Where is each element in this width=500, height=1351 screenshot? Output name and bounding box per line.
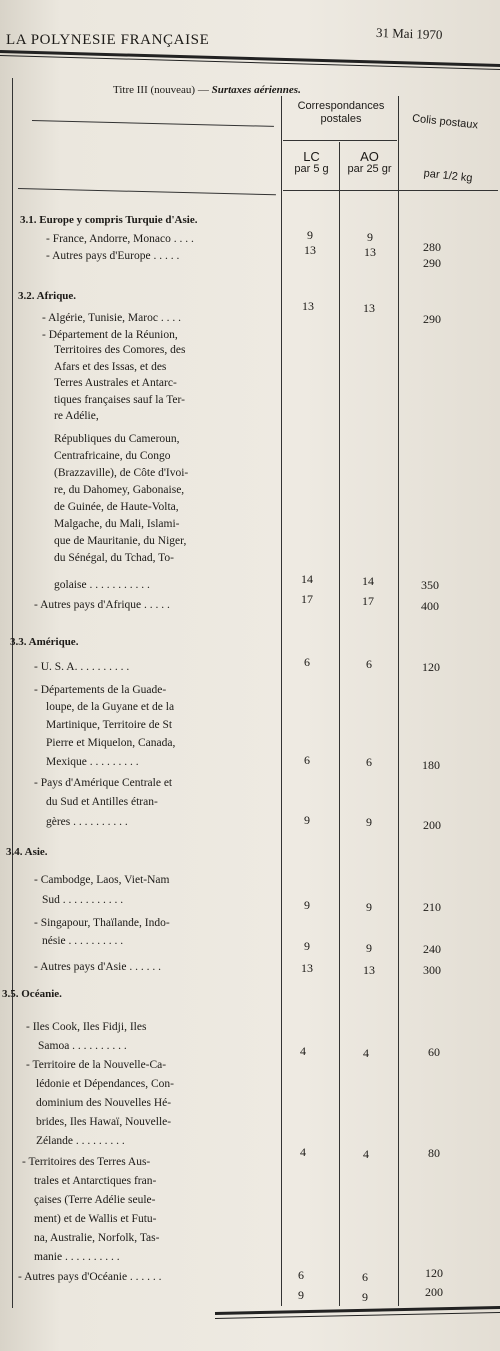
col-line-ao xyxy=(339,142,340,1306)
col-lc-unit: par 5 g xyxy=(294,163,329,175)
ao-value: 9 xyxy=(366,815,372,829)
row-label: - Autres pays d'Asie . . . . . . xyxy=(34,961,161,973)
row-label: Terres Australes et Antarc- xyxy=(54,377,177,389)
colis-value: 290 xyxy=(423,256,441,270)
row-label: - Pays d'Amérique Centrale et xyxy=(34,777,173,789)
colis-value: 280 xyxy=(423,240,441,254)
row-label: que de Mauritanie, du Niger, xyxy=(54,535,187,547)
ao-value: 6 xyxy=(366,657,372,671)
row-label: manie . . . . . . . . . . xyxy=(34,1251,120,1263)
lc-value: 9 xyxy=(307,228,313,242)
lc-value: 4 xyxy=(300,1145,306,1159)
colis-value: 60 xyxy=(428,1045,440,1059)
ao-value: 17 xyxy=(362,594,374,608)
row-label: çaises (Terre Adélie seule- xyxy=(34,1194,156,1206)
colis-value: 300 xyxy=(423,963,441,977)
row-label: du Sénégal, du Tchad, To- xyxy=(54,552,174,564)
row-label: Républiques du Cameroun, xyxy=(54,433,180,445)
lc-value: 9 xyxy=(304,898,310,912)
colis-value: 180 xyxy=(422,758,440,772)
row-label: dominium des Nouvelles Hé- xyxy=(36,1097,172,1109)
row-label: loupe, de la Guyane et de la xyxy=(46,701,175,713)
section-heading: 3.3. Amérique. xyxy=(10,636,79,648)
colis-value: 400 xyxy=(421,599,439,613)
subheader-line xyxy=(283,190,498,191)
row-label: na, Australie, Norfolk, Tas- xyxy=(34,1232,160,1244)
header-bottom-line xyxy=(18,188,276,195)
row-label: Zélande . . . . . . . . . xyxy=(36,1135,125,1147)
ao-value: 13 xyxy=(364,245,376,259)
header-rule xyxy=(0,50,500,67)
row-label: - Territoires des Terres Aus- xyxy=(22,1156,151,1168)
row-label: ment) et de Wallis et Futu- xyxy=(34,1213,157,1225)
lc-value: 6 xyxy=(304,655,310,669)
row-label: Samoa . . . . . . . . . . xyxy=(38,1040,127,1052)
row-label: - Algérie, Tunisie, Maroc . . . . xyxy=(42,312,181,324)
ao-value: 4 xyxy=(363,1046,369,1060)
row-label: - Départements de la Guade- xyxy=(34,684,167,696)
ao-value: 9 xyxy=(367,230,373,244)
lc-value: 6 xyxy=(304,753,310,767)
row-label: brides, Iles Hawaï, Nouvelle- xyxy=(36,1116,172,1128)
row-label: - U. S. A. . . . . . . . . . xyxy=(34,661,130,673)
row-label: Centrafricaine, du Congo xyxy=(54,450,171,462)
col-colis-unit: par 1/2 kg xyxy=(423,167,473,185)
table-title xyxy=(113,84,301,96)
section-heading: 3.1. Europe y compris Turquie d'Asie. xyxy=(20,214,198,226)
ao-value: 14 xyxy=(362,574,374,588)
ao-value: 9 xyxy=(366,941,372,955)
row-label: Martinique, Territoire de St xyxy=(46,719,173,731)
row-label: Afars et des Issas, et des xyxy=(54,361,167,373)
title-underline xyxy=(32,120,274,127)
row-label: du Sud et Antilles étran- xyxy=(46,796,158,808)
section-heading: 3.5. Océanie. xyxy=(2,988,62,1000)
row-label: Territoires des Comores, des xyxy=(54,344,186,356)
col-lc xyxy=(284,150,339,176)
row-label: - Territoire de la Nouvelle-Ca- xyxy=(26,1059,167,1071)
lc-value: 14 xyxy=(301,572,313,586)
col-ao xyxy=(341,150,398,176)
col-ao-label: AO xyxy=(360,149,379,164)
col-line-lc xyxy=(281,96,282,1306)
colis-value: 120 xyxy=(422,660,440,674)
lc-value: 13 xyxy=(301,961,313,975)
row-label: - Autres pays d'Afrique . . . . . xyxy=(34,599,170,611)
row-label: de Guinée, de Haute-Volta, xyxy=(54,501,179,513)
row-label: tiques françaises sauf la Ter- xyxy=(54,394,185,406)
row-label: Malgache, du Mali, Islami- xyxy=(54,518,180,530)
lc-value: 6 xyxy=(298,1268,304,1282)
col-ao-unit: par 25 gr xyxy=(347,163,392,175)
lc-value: 9 xyxy=(304,939,310,953)
row-label: gères . . . . . . . . . . xyxy=(46,816,128,828)
row-label: - Cambodge, Laos, Viet-Nam xyxy=(34,874,170,886)
lc-value: 17 xyxy=(301,592,313,606)
colis-value: 210 xyxy=(423,900,441,914)
row-label: trales et Antarctiques fran- xyxy=(34,1175,157,1187)
ao-value: 4 xyxy=(363,1147,369,1161)
journal-title: LA POLYNESIE FRANÇAISE xyxy=(6,32,210,48)
title-prefix: Titre III (nouveau) — xyxy=(113,84,209,96)
ao-value: 13 xyxy=(363,963,375,977)
row-label: golaise . . . . . . . . . . . xyxy=(54,579,150,591)
lc-value: 9 xyxy=(298,1288,304,1302)
row-label: - Département de la Réunion, xyxy=(42,329,178,341)
row-label: Pierre et Miquelon, Canada, xyxy=(46,737,176,749)
row-label: - Autres pays d'Europe . . . . . xyxy=(46,250,180,262)
row-label: - Autres pays d'Océanie . . . . . . xyxy=(18,1271,162,1283)
lc-value: 13 xyxy=(302,299,314,313)
colis-value: 350 xyxy=(421,578,439,592)
col-group-correspondances: Correspondances postales xyxy=(297,100,385,125)
row-label: Sud . . . . . . . . . . . xyxy=(42,894,124,906)
row-label: - France, Andorre, Monaco . . . . xyxy=(46,233,194,245)
colis-value: 120 xyxy=(425,1266,443,1280)
row-label: Mexique . . . . . . . . . xyxy=(46,756,139,768)
ao-value: 6 xyxy=(366,755,372,769)
left-frame-line xyxy=(12,78,13,1308)
row-label: - Iles Cook, Iles Fidji, Iles xyxy=(26,1021,147,1033)
issue-date: 31 Mai 1970 xyxy=(375,24,443,43)
colis-value: 200 xyxy=(423,818,441,832)
ao-value: 6 xyxy=(362,1270,368,1284)
col-lc-label: LC xyxy=(303,149,320,164)
row-label: re Adélie, xyxy=(54,410,99,422)
col-line-colis xyxy=(398,96,399,1306)
col-colis: Colis postaux xyxy=(411,112,479,132)
colis-value: 290 xyxy=(423,312,441,326)
ao-value: 13 xyxy=(363,301,375,315)
lc-value: 9 xyxy=(304,813,310,827)
section-heading: 3.4. Asie. xyxy=(6,846,48,858)
row-label: - Singapour, Thaïlande, Indo- xyxy=(34,917,170,929)
row-label: lédonie et Dépendances, Con- xyxy=(36,1078,174,1090)
lc-value: 13 xyxy=(304,243,316,257)
colis-value: 200 xyxy=(425,1285,443,1299)
colis-value: 80 xyxy=(428,1146,440,1160)
row-label: (Brazzaville), de Côte d'Ivoi- xyxy=(54,467,189,479)
group-header-line xyxy=(283,140,397,141)
section-heading: 3.2. Afrique. xyxy=(18,290,77,302)
lc-value: 4 xyxy=(300,1044,306,1058)
title-main: Surtaxes aériennes. xyxy=(211,84,301,96)
ao-value: 9 xyxy=(366,900,372,914)
colis-value: 240 xyxy=(423,942,441,956)
row-label: re, du Dahomey, Gabonaise, xyxy=(54,484,185,496)
row-label: nésie . . . . . . . . . . xyxy=(42,935,124,947)
ao-value: 9 xyxy=(362,1290,368,1304)
